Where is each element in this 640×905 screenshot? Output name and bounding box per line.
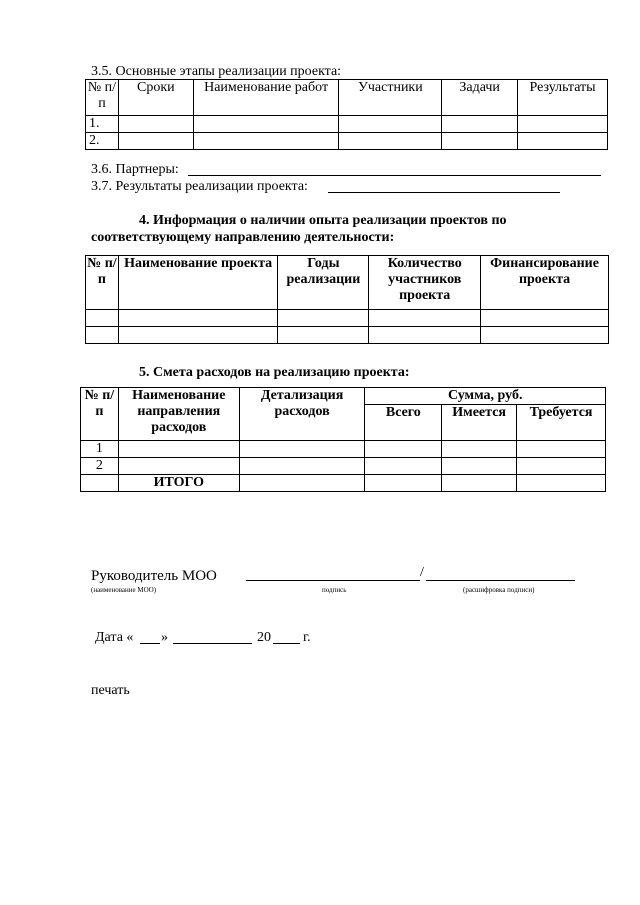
budget-total-label: ИТОГО [118,475,239,492]
results-line [328,192,560,193]
date-prefix: Дата « [95,630,134,645]
budget-table [80,387,606,492]
experience-header-num: № п/п [86,256,119,310]
section-35-heading: 3.5. Основные этапы реализации проекта: [91,64,342,79]
table-row [86,310,609,327]
signature-line [246,580,420,581]
table-row [86,116,608,133]
budget-header-detail: Детализация расходов [239,388,365,441]
date-month-line [173,643,252,644]
stages-header-num: № п/п [86,80,119,116]
signature-decode-line [426,580,575,581]
table-row [81,458,606,475]
budget-header-required: Требуется [517,405,606,441]
date-mid: » [161,630,168,645]
experience-header-count: Количество участников проекта [369,256,481,310]
experience-header-years: Годы реализации [278,256,369,310]
experience-header-name: Наименование проекта [118,256,278,310]
stages-table [85,79,608,150]
date-year-prefix: 20 [257,630,271,645]
date-year-line [273,643,300,644]
signature-role: Руководитель МОО [91,568,217,584]
date-suffix: г. [303,630,311,645]
partners-line [188,175,601,176]
table-row [81,441,606,458]
budget-header-direction: Наименование направления расходов [118,388,239,441]
signature-decode-hint: (расшифровка подписи) [463,586,535,594]
signature-hint: подпись [322,586,347,594]
budget-header-sum: Сумма, руб. [365,388,606,405]
date-day-line [140,643,160,644]
partners-label: 3.6. Партнеры: [91,162,179,177]
experience-table [85,255,609,344]
table-row [86,327,609,344]
results-label: 3.7. Результаты реализации проекта: [91,179,308,194]
stages-header-results: Результаты [518,80,608,116]
signature-role-hint: (наименование МОО) [91,586,157,594]
stages-row-num: 1. [86,116,119,133]
budget-row-num: 1 [81,441,119,458]
section-5-heading: 5. Смета расходов на реализацию проекта: [139,365,410,380]
section-4-heading-line1: 4. Информация о наличии опыта реализации проектов по [139,213,507,228]
budget-header-total: Всего [365,405,442,441]
budget-header-num: № п/п [81,388,119,441]
experience-header-finance: Финансирование проекта [481,256,609,310]
stages-header-works: Наименование работ [193,80,339,116]
table-row [86,133,608,150]
section-4-heading-line2: соответствующему направлению деятельности: [91,230,395,245]
stages-row-num: 2. [86,133,119,150]
stages-header-participants: Участники [339,80,442,116]
table-row [81,475,606,492]
stages-header-term: Сроки [118,80,193,116]
budget-header-available: Имеется [442,405,517,441]
stages-header-tasks: Задачи [442,80,518,116]
stamp-label: печать [91,683,130,698]
signature-separator: / [420,565,424,580]
budget-row-num: 2 [81,458,119,475]
